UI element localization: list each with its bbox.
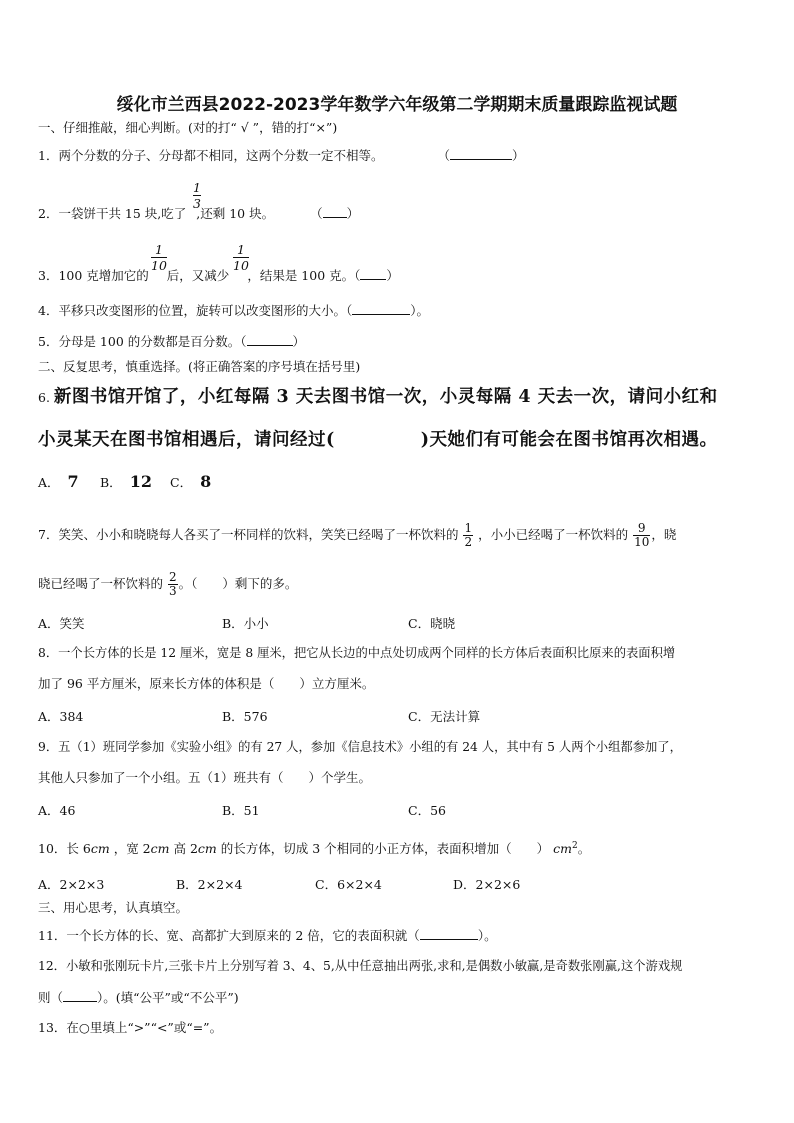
question-5 [38, 333, 305, 350]
question-6-option-b[interactable] [100, 472, 152, 491]
question-1 [38, 147, 524, 164]
question-4-text: 4．平移只改变图形的位置，旋转可以改变图形的大小。（ [38, 303, 353, 318]
unit-cm: cm [553, 841, 572, 857]
fraction-denominator: 3 [193, 196, 201, 211]
question-7-line-2-post: 。（ ）剩下的多。 [178, 576, 298, 591]
question-2-pre: 2．一袋饼干共 15 块,吃了 [38, 206, 187, 221]
question-7-option-c[interactable]: C．晓晓 [408, 616, 456, 631]
section-3-heading: 三、用心思考，认真填空。 [38, 900, 189, 915]
fraction-numerator: 2 [169, 570, 177, 584]
question-7-option-b[interactable]: B．小小 [222, 616, 269, 631]
option-label: C． [170, 475, 193, 490]
question-4 [38, 302, 429, 319]
question-12-line-2 [38, 989, 239, 1006]
question-3 [38, 267, 399, 284]
answer-blank-4[interactable] [352, 302, 410, 315]
fraction-denominator: 2 [464, 535, 473, 549]
question-8-option-b[interactable]: B．576 [222, 709, 268, 724]
question-1-text: 1．两个分数的分子、分母都不相同，这两个分数一定不相等。 [38, 148, 384, 163]
answer-blank-2[interactable] [323, 205, 347, 218]
option-value: 12 [129, 472, 152, 491]
answer-paren-close: ）。 [477, 928, 497, 943]
option-label: B． [100, 475, 122, 490]
q7-fraction-2 [633, 522, 650, 549]
fraction-numerator: 1 [193, 180, 201, 195]
answer-paren-open: （ [437, 148, 450, 163]
question-10-end: 。 [577, 841, 591, 857]
answer-paren-close: ） [386, 268, 399, 283]
question-11 [38, 927, 497, 944]
question-10-part-2: ，宽 2 [113, 841, 151, 857]
answer-blank-11[interactable] [420, 927, 478, 940]
question-2-post: ,还剩 10 块。 [196, 206, 275, 221]
question-7-end: ，晓 [651, 527, 677, 542]
question-3-post: ，结果是 100 克。（ [247, 268, 361, 283]
unit-cm: cm [90, 841, 110, 857]
question-7-option-a[interactable]: A．笑笑 [38, 616, 85, 631]
question-6-line-2-post: )天她们有可能会在图书馆再次相遇。 [420, 430, 718, 450]
question-9-line-1: 9．五（1）班同学参加《实验小组》的有 27 人，参加《信息技术》小组的有 24 人，其中有 5 人两个小组都参加了， [38, 740, 682, 754]
question-10-option-a[interactable]: A．2×2×3 [38, 877, 105, 892]
question-6-option-c[interactable] [170, 472, 211, 491]
question-3-mid: 后，又减少 [166, 268, 230, 283]
question-8-option-a[interactable]: A．384 [38, 709, 84, 724]
fraction-numerator: 1 [237, 242, 245, 257]
answer-paren-close: ） [511, 148, 525, 163]
question-11-text: 11．一个长方体的长、宽、高都扩大到原来的 2 倍，它的表面积就（ [38, 928, 420, 943]
section-2-heading: 二、反复思考，慎重选择。(将正确答案的序号填在括号里) [38, 359, 361, 374]
fraction-denominator: 3 [169, 584, 177, 598]
question-6-number: 6. [38, 390, 50, 405]
question-7-line-1 [38, 517, 676, 553]
answer-blank-1[interactable] [450, 147, 512, 160]
question-12-line-2-pre: 则（ [38, 990, 64, 1005]
unit-exponent: 2 [572, 841, 578, 851]
question-6-line-2-pre: 小灵某天在图书馆相遇后，请问经过( [38, 430, 335, 450]
answer-blank-3[interactable] [360, 267, 386, 280]
question-9-option-a[interactable]: A．46 [38, 803, 76, 818]
question-10-option-c[interactable]: C．6×2×4 [315, 877, 382, 892]
answer-paren-open: （ [310, 206, 323, 221]
question-9-option-c[interactable]: C．56 [408, 803, 446, 818]
page-title: 绥化市兰西县2022-2023学年数学六年级第二学期期末质量跟踪监视试题 [116, 95, 678, 115]
answer-paren-close: ） [292, 334, 306, 349]
question-7-line-2 [38, 566, 297, 602]
fraction-denominator: 10 [634, 535, 650, 549]
question-3-pre: 3．100 克增加它的 [38, 268, 149, 283]
option-label: A． [38, 475, 60, 490]
q7-fraction-3 [168, 571, 178, 598]
unit-cm: cm [197, 841, 217, 857]
question-6-line-2 [38, 432, 718, 449]
fraction-numerator: 9 [637, 521, 646, 535]
unit-cm: cm [150, 841, 170, 857]
answer-blank-5[interactable] [247, 333, 293, 346]
question-7-mid: ，小小已经喝了一杯饮料的 [478, 527, 629, 542]
option-value: 7 [67, 472, 79, 491]
q7-fraction-1 [463, 522, 473, 549]
answer-paren-close: ）。 [410, 303, 429, 318]
question-9-option-b[interactable]: B．51 [222, 803, 260, 818]
question-6-line-1-text: 新图书馆开馆了，小红每隔 3 天去图书馆一次，小灵每隔 4 天去一次，请问小红和 [53, 387, 718, 407]
fraction-denominator: 10 [151, 258, 167, 273]
question-5-text: 5．分母是 100 的分数都是百分数。（ [38, 334, 247, 349]
question-10-option-d[interactable]: D．2×2×6 [453, 877, 521, 892]
question-10-part-4: 的长方体，切成 3 个相同的小正方体，表面积增加（ ） [220, 841, 550, 857]
question-10-part-3: 高 2 [173, 841, 198, 857]
fraction-numerator: 1 [155, 242, 163, 257]
question-12-line-1: 12．小敏和张刚玩卡片,三张卡片上分别写着 3、4、5,从中任意抽出两张,求和,是偶数小敏赢,是奇数张刚赢,这个游戏规 [38, 959, 683, 973]
question-8-line-2: 加了 96 平方厘米，原来长方体的体积是（ ）立方厘米。 [38, 676, 375, 691]
question-7-line-2-pre: 晓已经喝了一杯饮料的 [38, 576, 164, 591]
option-value: 8 [200, 472, 212, 491]
question-12-line-2-post: ）。(填“公平”或“不公平”) [97, 990, 239, 1005]
question-6-option-a[interactable] [38, 472, 79, 491]
section-1-heading: 一、仔细推敲，细心判断。(对的打“ √ ”，错的打“×”) [38, 120, 338, 135]
fraction-numerator: 1 [464, 521, 473, 535]
question-8-option-c[interactable]: C．无法计算 [408, 709, 481, 724]
question-2 [38, 205, 359, 222]
question-10-option-b[interactable]: B．2×2×4 [176, 877, 243, 892]
question-10-part-1: 10．长 6 [38, 841, 91, 857]
question-9-line-2: 其他人只参加了一个小组。五（1）班共有（ ）个学生。 [38, 770, 371, 785]
question-8-line-1: 8．一个长方体的长是 12 厘米，宽是 8 厘米，把它从长边的中点处切成两个同样的长方体后表面积比原来的表面积增 [38, 646, 676, 660]
question-13: 13．在○里填上“>”“<”或“=”。 [38, 1020, 223, 1035]
answer-paren-close: ） [346, 206, 360, 221]
fraction-denominator: 10 [233, 258, 249, 273]
question-10 [38, 838, 590, 857]
question-7-pre: 7．笑笑、小小和晓晓每人各买了一杯同样的饮料，笑笑已经喝了一杯饮料的 [38, 527, 459, 542]
answer-blank-12[interactable] [63, 989, 97, 1002]
question-6-line-1 [38, 389, 718, 406]
